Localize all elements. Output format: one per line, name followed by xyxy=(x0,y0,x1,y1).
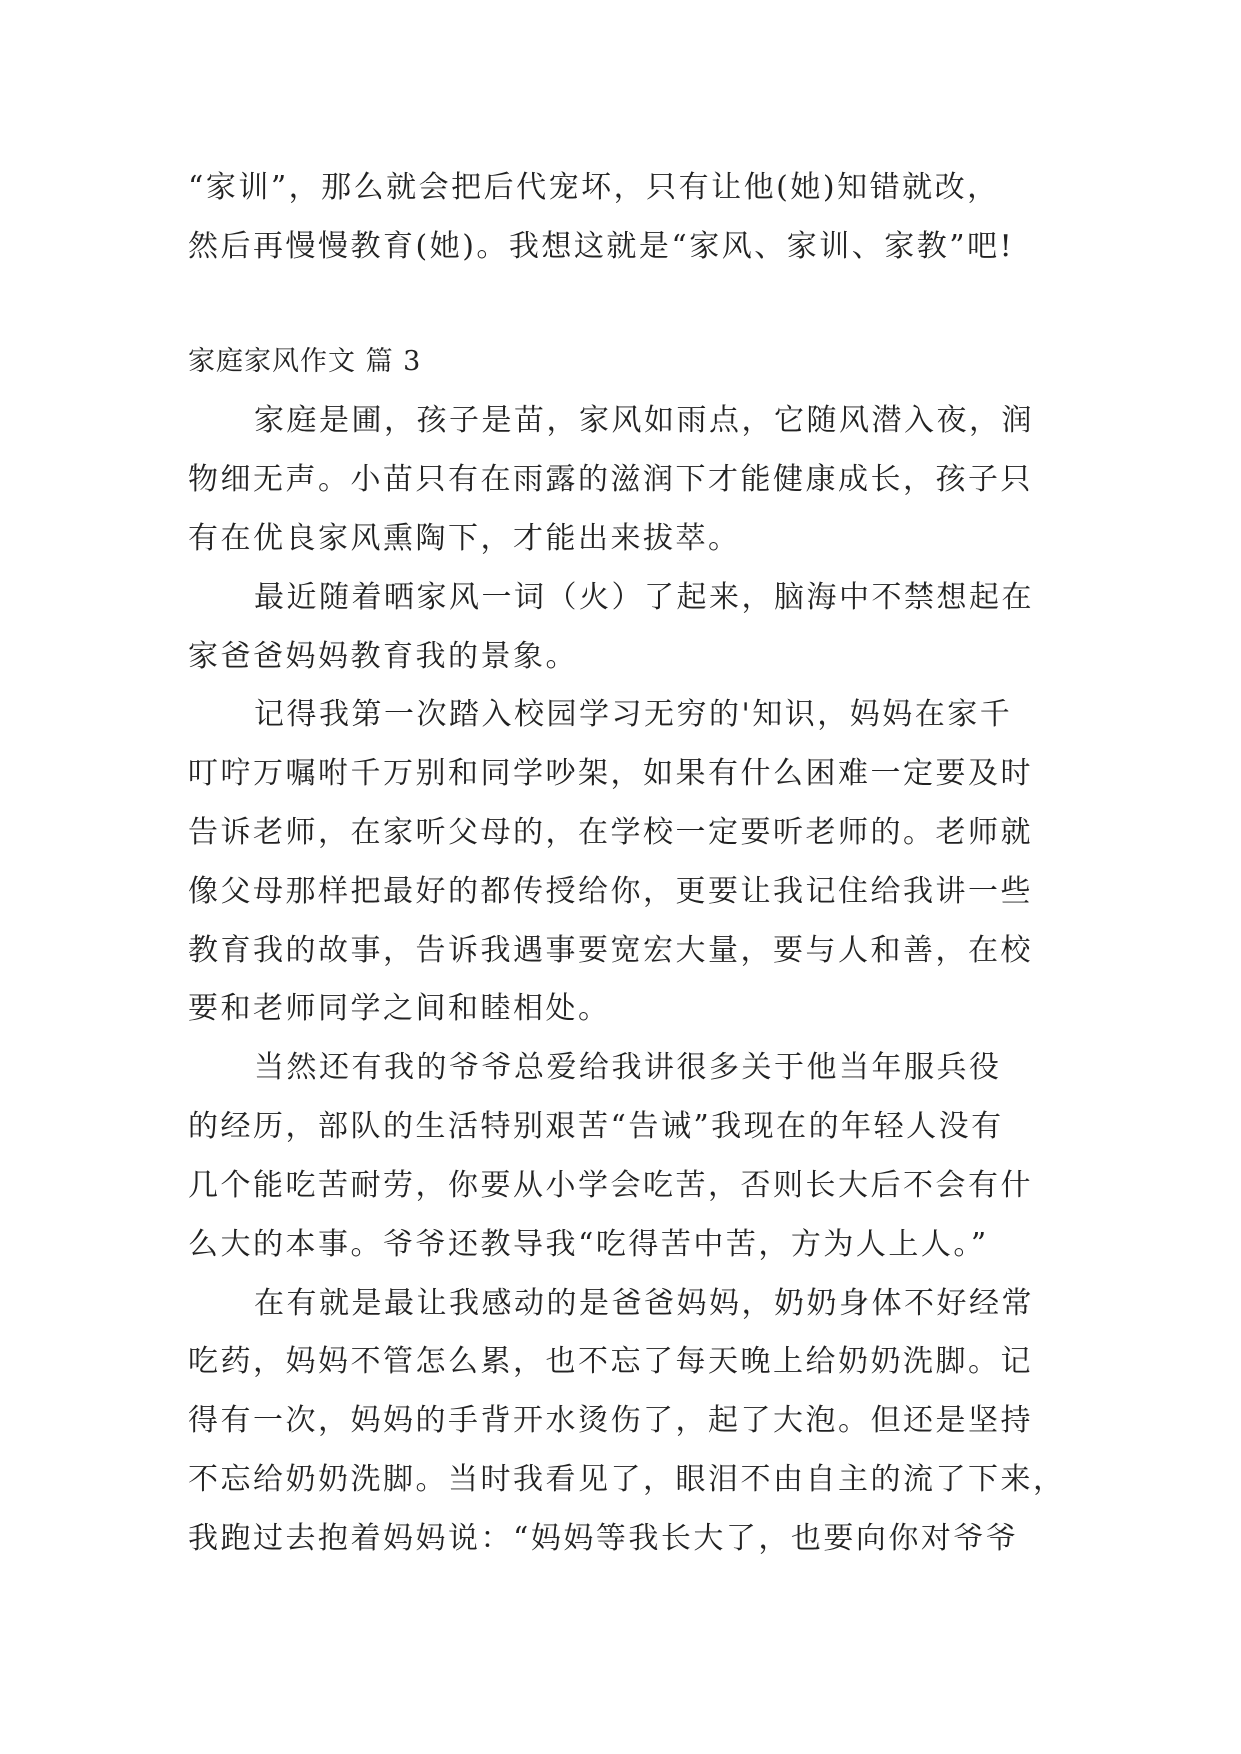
text-line: 得有一次，妈妈的手背开水烫伤了，起了大泡。但还是坚持 xyxy=(188,1403,1033,1438)
text-line: 像父母那样把最好的都传授给你，更要让我记住给我讲一些 xyxy=(188,874,1033,909)
text-line: 不忘给奶奶洗脚。当时我看见了，眼泪不由自主的流了下来， xyxy=(188,1462,1066,1497)
text-line: 然后再慢慢教育(她)。我想这就是“家风、家训、家教”吧! xyxy=(188,229,1015,264)
text-line: 么大的本事。爷爷还教导我“吃得苦中苦，方为人上人。” xyxy=(188,1227,989,1262)
text-line: 叮咛万嘱咐千万别和同学吵架，如果有什么困难一定要及时 xyxy=(188,756,1033,791)
text-line: 最近随着晒家风一词（火）了起来，脑海中不禁想起在 xyxy=(254,580,1034,615)
text-line: 物细无声。小苗只有在雨露的滋润下才能健康成长，孩子只 xyxy=(188,462,1033,497)
text-line: 的经历，部队的生活特别艰苦“告诫”我现在的年轻人没有 xyxy=(188,1109,1004,1144)
text-line: 家爸爸妈妈教育我的景象。 xyxy=(188,639,578,674)
text-line: 我跑过去抱着妈妈说：“妈妈等我长大了，也要向你对爷爷 xyxy=(188,1521,1019,1556)
text-line: 要和老师同学之间和睦相处。 xyxy=(188,991,611,1026)
text-line: 在有就是最让我感动的是爸爸妈妈，奶奶身体不好经常 xyxy=(254,1286,1034,1321)
text-line: 有在优良家风熏陶下，才能出来拔萃。 xyxy=(188,521,741,556)
text-line: 家庭是圃，孩子是苗，家风如雨点，它随风潜入夜，润 xyxy=(254,403,1034,438)
text-line: “家训”，那么就会把后代宠坏，只有让他(她)知错就改， xyxy=(188,170,1000,205)
text-line: 告诉老师，在家听父母的，在学校一定要听老师的。老师就 xyxy=(188,815,1033,850)
text-line: 教育我的故事，告诉我遇事要宽宏大量，要与人和善，在校 xyxy=(188,933,1033,968)
text-line: 当然还有我的爷爷总爱给我讲很多关于他当年服兵役 xyxy=(254,1050,1002,1085)
text-line: 几个能吃苦耐劳，你要从小学会吃苦，否则长大后不会有什 xyxy=(188,1168,1033,1203)
text-line: 吃药，妈妈不管怎么累，也不忘了每天晚上给奶奶洗脚。记 xyxy=(188,1344,1033,1379)
text-line: 记得我第一次踏入校园学习无穷的'知识，妈妈在家千 xyxy=(254,697,1013,732)
section-heading: 家庭家风作文 篇 3 xyxy=(188,346,422,377)
